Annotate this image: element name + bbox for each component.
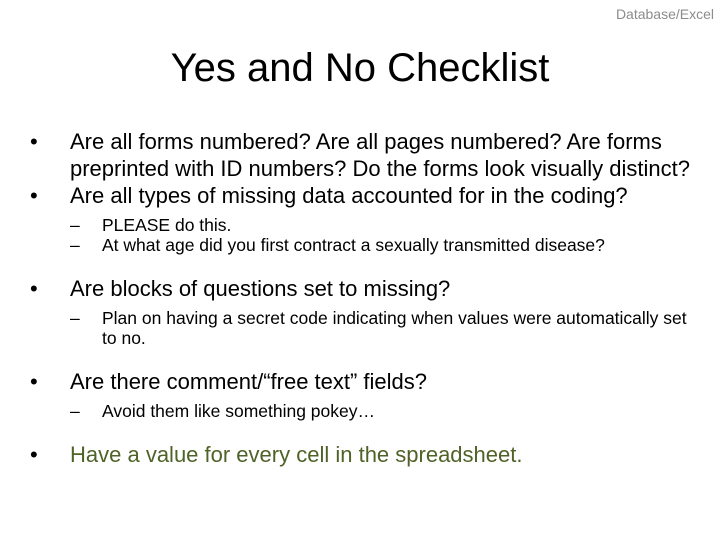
sub-bullet-item — [30, 308, 700, 348]
bullet-text: Are blocks of questions set to missing? — [70, 276, 451, 301]
bullet-icon: • — [30, 442, 38, 467]
dash-icon: – — [70, 308, 80, 328]
header-tag: Database/Excel — [615, 6, 714, 22]
bullet-text: Are all forms numbered? Are all pages numbered? Are forms preprinted with ID numbers? Do the forms look visually distinct? — [70, 129, 690, 181]
bullet-list — [30, 128, 700, 468]
sub-bullet-item — [30, 215, 700, 235]
bullet-icon: • — [30, 276, 38, 301]
dash-icon: – — [70, 215, 80, 235]
bullet-item — [30, 368, 700, 395]
bullet-icon: • — [30, 369, 38, 394]
sub-bullet-item — [30, 401, 700, 421]
bullet-text: Have a value for every cell in the spreadsheet. — [70, 442, 523, 467]
bullet-icon: • — [30, 183, 38, 208]
sub-bullet-text: Plan on having a secret code indicating when values were automatically set to no. — [102, 308, 687, 348]
sub-bullet-text: PLEASE do this. — [102, 215, 232, 235]
slide-title: Yes and No Checklist — [170, 46, 550, 90]
bullet-text: Are all types of missing data accounted for in the coding? — [70, 183, 628, 208]
sub-bullet-item — [30, 235, 700, 255]
sub-bullet-text: At what age did you first contract a sexually transmitted disease? — [102, 235, 605, 255]
bullet-text: Are there comment/“free text” fields? — [70, 369, 428, 394]
bullet-item — [30, 182, 700, 209]
bullet-item — [30, 128, 700, 182]
bullet-item — [30, 275, 700, 302]
dash-icon: – — [70, 235, 80, 255]
dash-icon: – — [70, 401, 80, 421]
bullet-icon: • — [30, 129, 38, 154]
sub-bullet-text: Avoid them like something pokey… — [102, 401, 376, 421]
bullet-item — [30, 441, 700, 468]
